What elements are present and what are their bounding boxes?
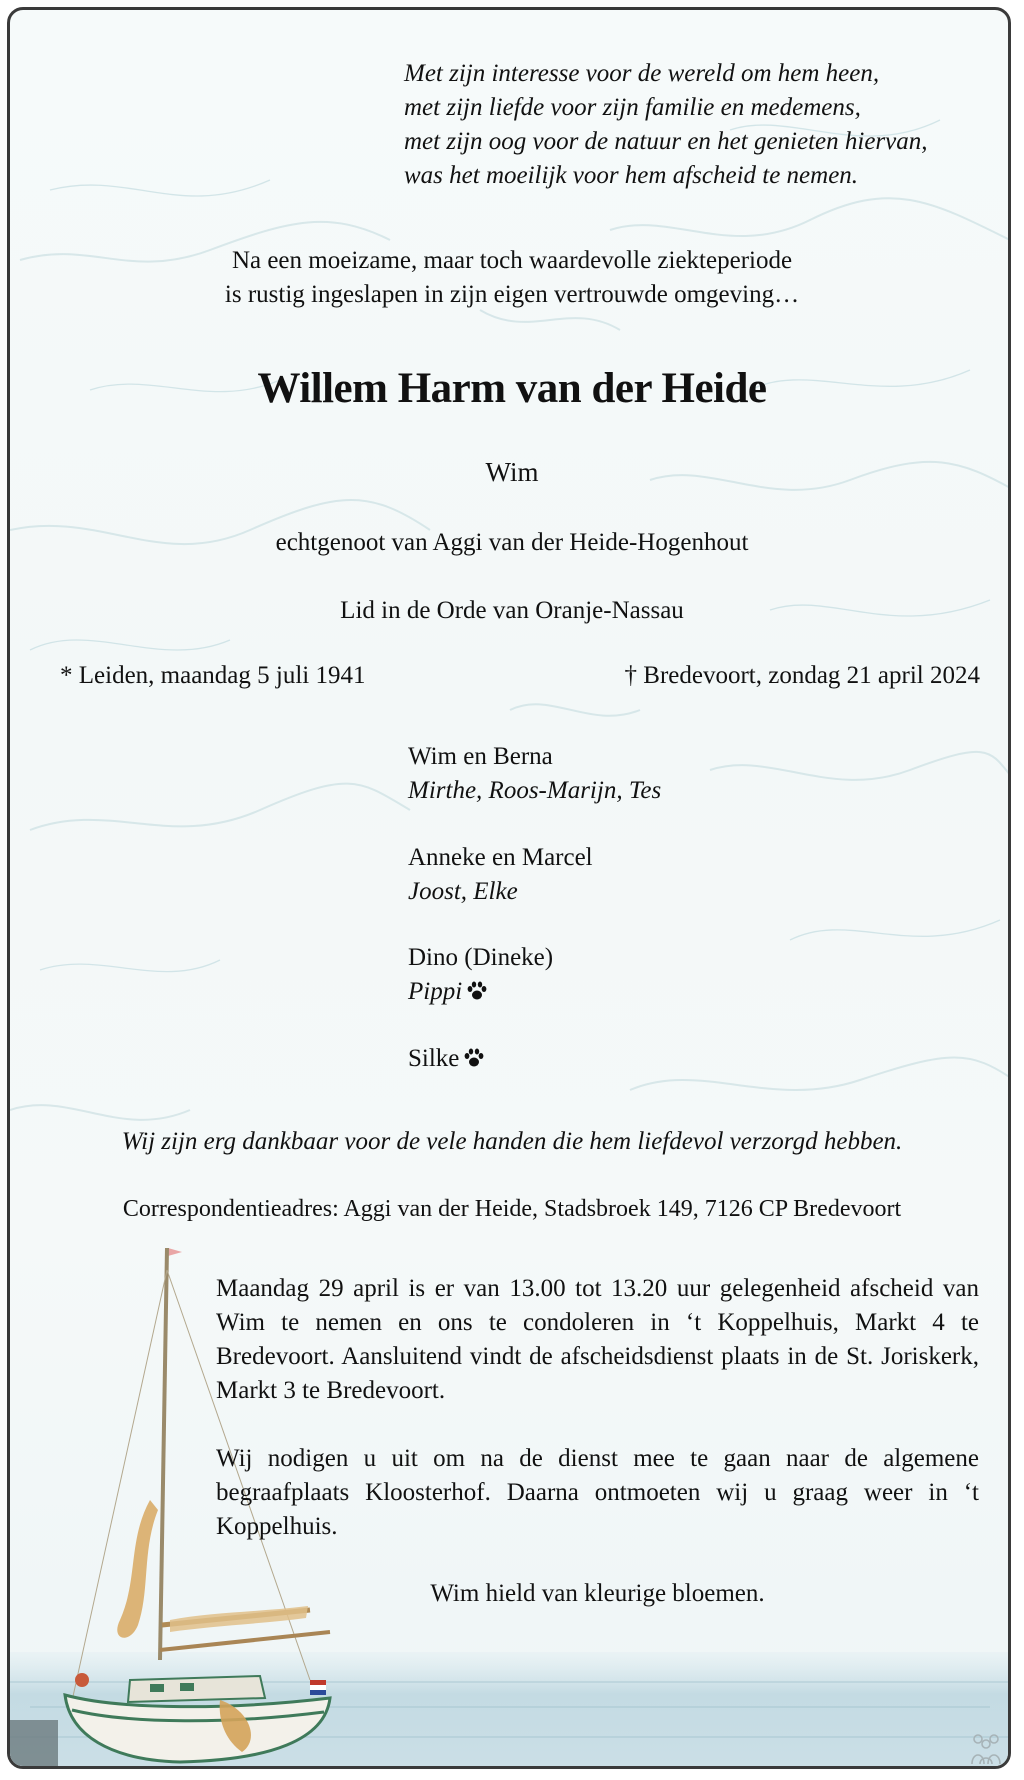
family-name: Anneke en Marcel (408, 844, 593, 871)
family-children: Pippi (408, 978, 463, 1005)
flowers-note: Wim hield van kleurige bloemen. (430, 1580, 765, 1607)
burial-details: Wij nodigen u uit om na de dienst mee te gaan naar de algemene begraafplaats Kloosterhof. Daarna ontmoeten wij u graag weer in ‘t Koppelhuis. (216, 1445, 979, 1540)
thanks-text: Wij zijn erg dankbaar voor de vele handen die hem liefdevol verzorgd hebben. (121, 1128, 903, 1155)
poem-line: met zijn oog voor de natuur en het genieten hiervan, (404, 128, 928, 155)
poem-line: met zijn liefde voor zijn familie en medemens, (404, 94, 861, 121)
family-name: Dino (Dineke) (408, 944, 554, 971)
poem (404, 57, 1004, 193)
family-group (408, 841, 593, 909)
deceased-name: Willem Harm van der Heide (257, 365, 767, 412)
obituary-card (7, 7, 1011, 1769)
intro-line: Na een moeizame, maar toch waardevolle ziekteperiode (231, 247, 793, 274)
honor-line: Lid in de Orde van Oranje-Nassau (340, 597, 684, 624)
service-details: Maandag 29 april is er van 13.00 tot 13.20 uur gelegenheid afscheid van Wim te nemen en ons te condoleren in ‘t Koppelhuis, Markt 4 te Bredevoort. Aansluitend vindt de afscheidsdienst plaats in de St. Joriskerk, Markt 3 te Bredevoort. (216, 1275, 979, 1404)
family-group (408, 941, 553, 1009)
family-children: Mirthe, Roos-Marijn, Tes (408, 777, 662, 804)
nickname: Wim (485, 457, 539, 487)
spouse-line: echtgenoot van Aggi van der Heide-Hogenhout (275, 529, 749, 556)
family-group (408, 740, 661, 808)
poem-line: was het moeilijk voor hem afscheid te nemen. (404, 162, 859, 189)
paw-print-icon (466, 981, 488, 1001)
family-name: Silke (408, 1045, 460, 1072)
intro-line: is rustig ingeslapen in zijn eigen vertrouwde omgeving… (224, 281, 800, 308)
paw-print-icon (463, 1048, 485, 1068)
family-name-row (408, 1042, 485, 1076)
death-line: † Bredevoort, zondag 21 april 2024 (624, 662, 980, 689)
correspondence-address: Correspondentieadres: Aggi van der Heide, Stadsbroek 149, 7126 CP Bredevoort (122, 1196, 902, 1222)
birth-line: * Leiden, maandag 5 juli 1941 (60, 662, 366, 689)
family-children: Joost, Elke (408, 878, 518, 905)
people-group-icon (968, 1732, 1004, 1766)
family-name: Wim en Berna (408, 743, 553, 770)
family-children-row (408, 975, 553, 1009)
intro-text (10, 244, 1011, 312)
family-group (408, 1042, 485, 1076)
poem-line: Met zijn interesse voor de wereld om hem heen, (404, 60, 880, 87)
